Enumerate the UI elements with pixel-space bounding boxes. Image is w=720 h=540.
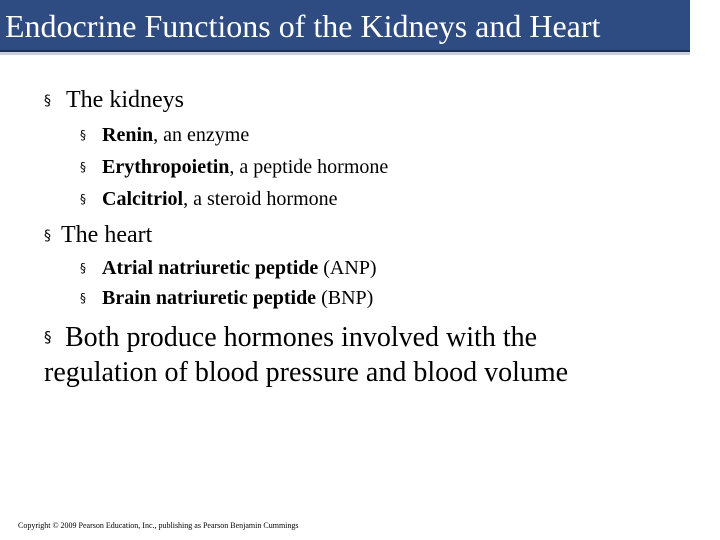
list-item-renin (80, 123, 249, 147)
slide-title: Endocrine Functions of the Kidneys and Heart (5, 8, 601, 44)
item-desc: (ANP) (318, 257, 377, 279)
bullet-marker: § (80, 261, 86, 275)
bullet-marker: § (80, 128, 86, 142)
list-item-bnp (80, 286, 373, 310)
section-heading-kidneys (44, 86, 184, 115)
title-divider (0, 52, 690, 55)
item-term: Renin (102, 124, 154, 146)
bullet-marker: § (80, 192, 86, 206)
bullet-marker: § (80, 160, 86, 174)
summary-bullet (44, 320, 644, 390)
item-desc: (BNP) (316, 287, 374, 309)
list-item-erythropoietin (80, 155, 388, 179)
bullet-marker: § (44, 328, 52, 346)
heading-text: The heart (61, 222, 153, 248)
list-item-anp (80, 256, 377, 280)
item-term: Brain natriuretic peptide (102, 287, 317, 309)
item-desc: , an enzyme (153, 124, 250, 146)
item-term: Erythropoietin (102, 156, 230, 178)
item-desc: , a peptide hormone (229, 156, 389, 178)
heading-text: The kidneys (66, 87, 184, 113)
bullet-marker: § (44, 93, 51, 109)
bullet-marker: § (44, 228, 51, 244)
summary-text: Both produce hormones involved with the regulation of blood pressure and blood volume (44, 322, 569, 388)
item-desc: , a steroid hormone (183, 188, 338, 210)
section-heading-heart (44, 221, 152, 250)
title-bar (0, 0, 690, 52)
item-term: Calcitriol (102, 188, 184, 210)
item-term: Atrial natriuretic peptide (102, 257, 319, 279)
copyright-notice: Copyright © 2009 Pearson Education, Inc., publishing as Pearson Benjamin Cummings (18, 521, 299, 530)
list-item-calcitriol (80, 187, 338, 211)
bullet-marker: § (80, 291, 86, 305)
